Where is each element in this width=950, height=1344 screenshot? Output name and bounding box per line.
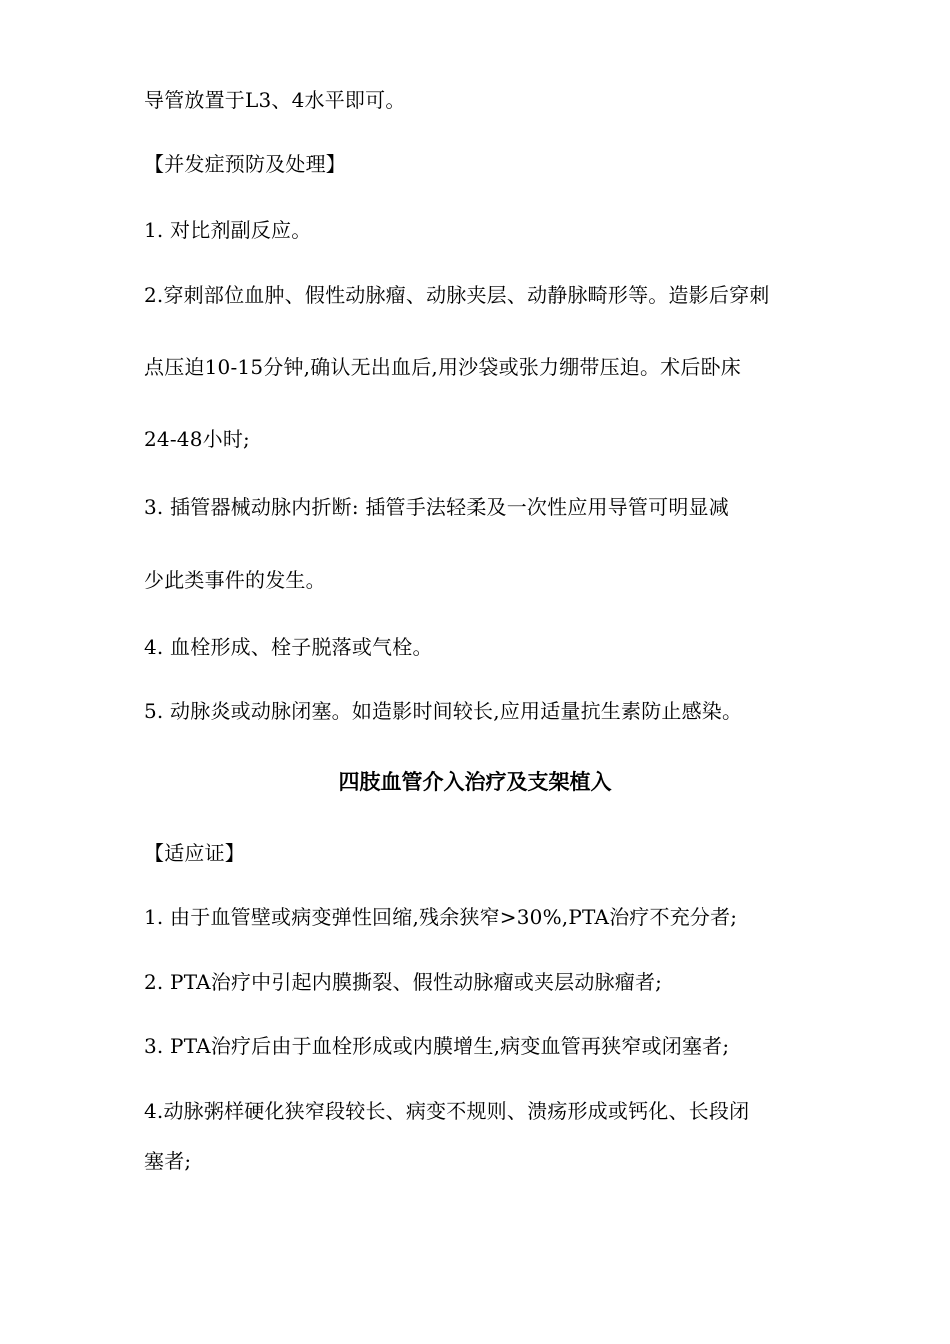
list-item: 1. 由于血管壁或病变弹性回缩,残余狭窄>30%,PTA治疗不充分者; (144, 905, 738, 929)
text-line: 塞者; (144, 1149, 192, 1173)
section-label-complications: 【并发症预防及处理】 (144, 152, 346, 176)
list-item: 1. 对比剂副反应。 (144, 218, 312, 242)
section-heading: 四肢血管介入治疗及支架植入 (338, 769, 612, 794)
list-item: 3. 插管器械动脉内折断: 插管手法轻柔及一次性应用导管可明显减 (144, 495, 729, 519)
list-item: 2. PTA治疗中引起内膜撕裂、假性动脉瘤或夹层动脉瘤者; (144, 970, 663, 994)
text-line: 少此类事件的发生。 (144, 568, 326, 592)
text-line: 点压迫10-15分钟,确认无出血后,用沙袋或张力绷带压迫。术后卧床 (144, 355, 741, 379)
text-line: 导管放置于L3、4水平即可。 (144, 88, 406, 112)
section-label-indications: 【适应证】 (144, 841, 245, 865)
list-item: 3. PTA治疗后由于血栓形成或内膜增生,病变血管再狭窄或闭塞者; (144, 1034, 730, 1058)
text-line: 24-48小时; (144, 427, 250, 451)
list-item: 2.穿刺部位血肿、假性动脉瘤、动脉夹层、动静脉畸形等。造影后穿刺 (144, 283, 770, 307)
list-item: 4. 血栓形成、栓子脱落或气栓。 (144, 635, 433, 659)
list-item: 4.动脉粥样硬化狭窄段较长、病变不规则、溃疡形成或钙化、长段闭 (144, 1099, 750, 1123)
list-item: 5. 动脉炎或动脉闭塞。如造影时间较长,应用适量抗生素防止感染。 (144, 699, 743, 723)
